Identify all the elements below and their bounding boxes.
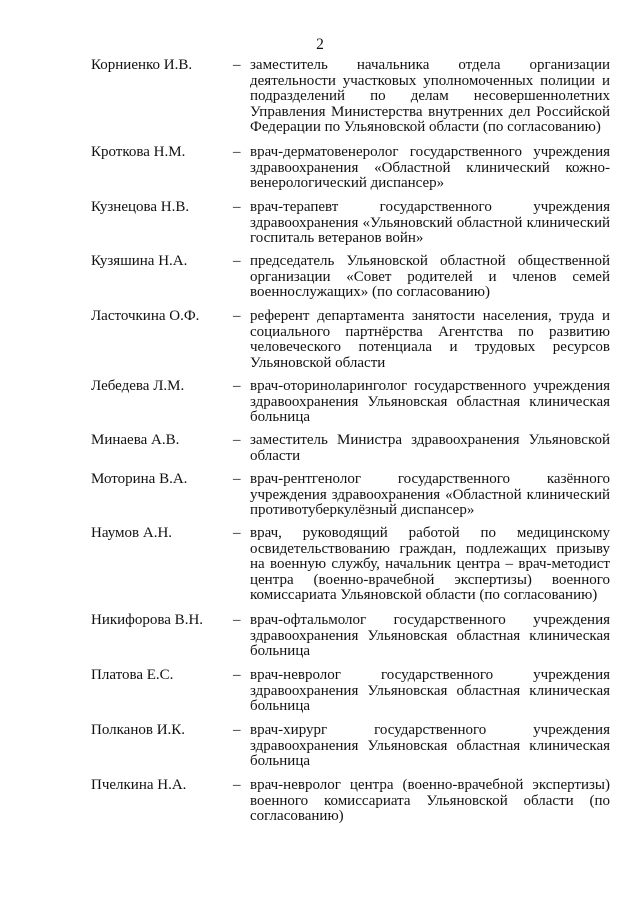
person-name: Кузяшина Н.А. <box>91 253 188 269</box>
person-name: Кроткова Н.М. <box>91 144 186 160</box>
dash-separator: – <box>233 308 241 324</box>
person-position: врач-невролог центра (военно-врачебной экспертизы) военного комиссариата Ульяновской области (по согласованию) <box>250 777 610 824</box>
dash-separator: – <box>233 378 241 394</box>
dash-separator: – <box>233 471 241 487</box>
person-name: Кузнецова Н.В. <box>91 199 190 215</box>
dash-separator: – <box>233 525 241 541</box>
page-number: 2 <box>316 36 324 53</box>
person-position: врач-терапевт государственного учреждения здравоохранения «Ульяновский областной клинический госпиталь ветеранов войн» <box>250 199 610 246</box>
person-name: Моторина В.А. <box>91 471 188 487</box>
person-position: председатель Ульяновской областной общественной организации «Совет родителей и членов семей военнослужащих» (по согласованию) <box>250 253 610 300</box>
dash-separator: – <box>233 199 241 215</box>
person-name: Никифорова В.Н. <box>91 612 204 628</box>
person-name: Корниенко И.В. <box>91 57 193 73</box>
person-name: Лебедева Л.М. <box>91 378 185 394</box>
person-position: врач-рентгенолог государственного казённого учреждения здравоохранения «Областной клинический противотуберкулёзный диспансер» <box>250 471 610 518</box>
person-position: врач-дерматовенеролог государственного учреждения здравоохранения «Областной клинический кожно-венерологический диспансер» <box>250 144 610 191</box>
person-position: заместитель Министра здравоохранения Ульяновской области <box>250 432 610 464</box>
dash-separator: – <box>233 432 241 448</box>
dash-separator: – <box>233 722 241 738</box>
person-position: врач-хирург государственного учреждения здравоохранения Ульяновская областная клиническая больница <box>250 722 610 769</box>
person-position: врач-офтальмолог государственного учреждения здравоохранения Ульяновская областная клиническая больница <box>250 612 610 659</box>
person-position: врач-оториноларинголог государственного учреждения здравоохранения Ульяновская областная клиническая больница <box>250 378 610 425</box>
dash-separator: – <box>233 667 241 683</box>
person-name: Минаева А.В. <box>91 432 180 448</box>
person-name: Пчелкина Н.А. <box>91 777 187 793</box>
person-name: Ласточкина О.Ф. <box>91 308 200 324</box>
dash-separator: – <box>233 144 241 160</box>
person-position: заместитель начальника отдела организации деятельности участковых уполномоченных полиции и подразделений по делам несовершеннолетних Управления Министерства внутренних дел Российской Федерации по Ульяновской области (по согласованию) <box>250 57 610 135</box>
person-name: Платова Е.С. <box>91 667 174 683</box>
dash-separator: – <box>233 253 241 269</box>
person-position: референт департамента занятости населения, труда и социального партнёрства Агентства по развитию человеческого потенциала и трудовых ресурсов Ульяновской области <box>250 308 610 371</box>
dash-separator: – <box>233 777 241 793</box>
person-position: врач, руководящий работой по медицинскому освидетельствованию граждан, подлежащих призыву на военную службу, начальник центра – врач-методист центра (военно-врачебной экспертизы) военного комиссариата Ульяновской области (по согласованию) <box>250 525 610 603</box>
person-position: врач-невролог государственного учреждения здравоохранения Ульяновская областная клиническая больница <box>250 667 610 714</box>
dash-separator: – <box>233 612 241 628</box>
person-name: Полканов И.К. <box>91 722 186 738</box>
person-name: Наумов А.Н. <box>91 525 173 541</box>
dash-separator: – <box>233 57 241 73</box>
